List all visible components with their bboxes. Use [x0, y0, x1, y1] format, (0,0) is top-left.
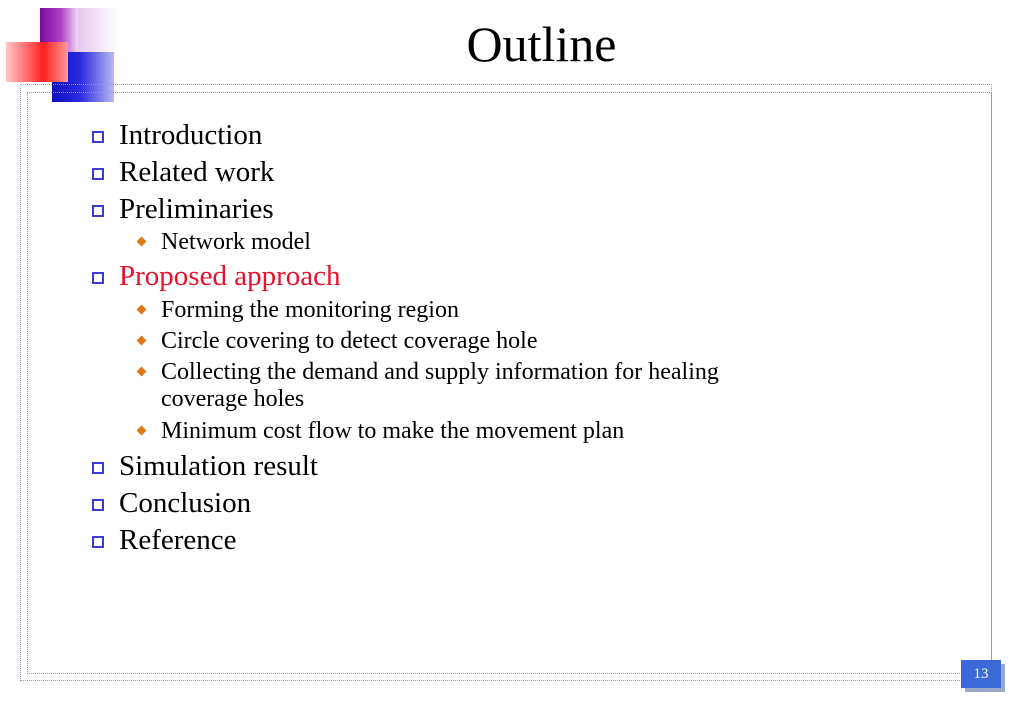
hollow-square-bullet-icon	[92, 168, 104, 180]
page-number-badge: 13	[961, 660, 1001, 688]
outline-item-label: Proposed approach	[119, 260, 341, 292]
hollow-square-bullet-icon	[92, 499, 104, 511]
outline-item-label: Preliminaries	[119, 193, 274, 225]
outline-subitem-label: Circle covering to detect coverage hole	[161, 328, 538, 354]
hollow-square-bullet-icon	[92, 205, 104, 217]
outline-subitem-label: Minimum cost flow to make the movement plan	[161, 418, 625, 444]
outline-item-label: Conclusion	[119, 487, 252, 519]
outline-subitem-label: Collecting the demand and supply information for healing coverage holes	[161, 359, 719, 412]
slide-title: Outline	[466, 16, 617, 72]
outline-subitem-label: Network model	[161, 229, 311, 255]
outline-item-label: Simulation result	[119, 450, 318, 482]
hollow-square-bullet-icon	[92, 272, 104, 284]
hollow-square-bullet-icon	[92, 462, 104, 474]
hollow-square-bullet-icon	[92, 131, 104, 143]
hollow-square-bullet-icon	[92, 536, 104, 548]
outline-item-label: Introduction	[119, 119, 263, 151]
outline-item-label: Reference	[119, 524, 237, 556]
outline-item-label: Related work	[119, 156, 275, 188]
outline-subitem-label: Forming the monitoring region	[161, 297, 459, 323]
